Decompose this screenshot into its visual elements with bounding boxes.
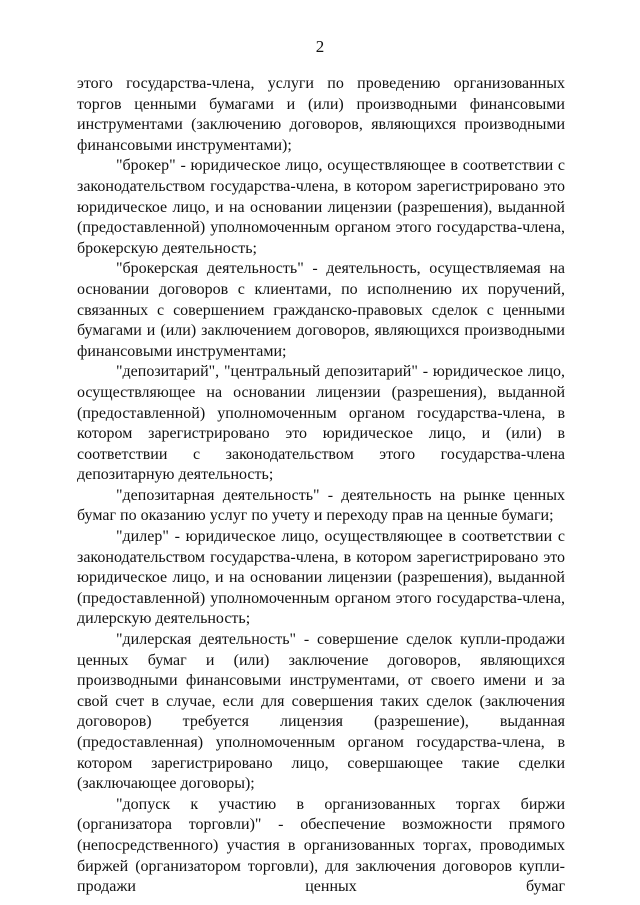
paragraph-trading-admission: "допуск к участию в организованных торгах биржи (организатора торговли)" - обеспечение возможности прямого (непосредственного) участия в организованных торгах, проводимых биржей (организатором торговли), для заключения договоров купли-продажи ценных бумаг	[77, 795, 565, 896]
paragraph-broker: "брокер" - юридическое лицо, осуществляющее в соответствии с законодательством государства-члена, в котором зарегистрировано это юридическое лицо, и на основании лицензии (разрешения), выданной (предоставленной) уполномоченным органом этого государства-члена, брокерскую деятельность;	[77, 157, 565, 257]
document-body	[77, 74, 565, 898]
paragraph-brokerage-activity: "брокерская деятельность" - деятельность, осуществляемая на основании договоров с клиентами, по исполнению их поручений, связанных с совершением гражданско-правовых сделок с ценными бумагами и (или) заключением договоров, являющихся производными финансовыми инструментами;	[77, 260, 565, 360]
paragraph-depository-activity: "депозитарная деятельность" - деятельность на рынке ценных бумаг по оказанию услуг по учету и переходу прав на ценные бумаги;	[77, 486, 565, 525]
paragraph-dealer: "дилер" - юридическое лицо, осуществляющее в соответствии с законодательством государства-члена, в котором зарегистрировано это юридическое лицо, и на основании лицензии (разрешения), выданной (предоставленной) уполномоченным органом этого государства-члена, дилерскую деятельность;	[77, 528, 565, 628]
paragraph-depository: "депозитарий", "центральный депозитарий" - юридическое лицо, осуществляющее на основании лицензии (разрешения), выданной (предоставленной) уполномоченным органом государства-члена, в котором зарегистрировано это юридическое лицо, и (или) в соответствии с законодательством этого государства-члена депозитарную деятельность;	[77, 363, 565, 484]
paragraph-continuation: этого государства-члена, услуги по проведению организованных торгов ценными бумагами и (или) производными финансовыми инструментами (заключению договоров, являющихся производными финансовыми инструментами);	[77, 75, 565, 154]
page-number: 2	[315, 37, 325, 56]
paragraph-dealer-activity: "дилерская деятельность" - совершение сделок купли-продажи ценных бумаг и (или) заключение договоров, являющихся производными финансовыми инструментами, от своего имени и за свой счет в случае, если для совершения таких сделок (заключения договоров) требуется лицензия (разрешение), выданная (предоставленная) уполномоченным органом государства-члена, в котором зарегистрировано лицо, совершающее такие сделки (заключающее договоры);	[77, 631, 565, 793]
